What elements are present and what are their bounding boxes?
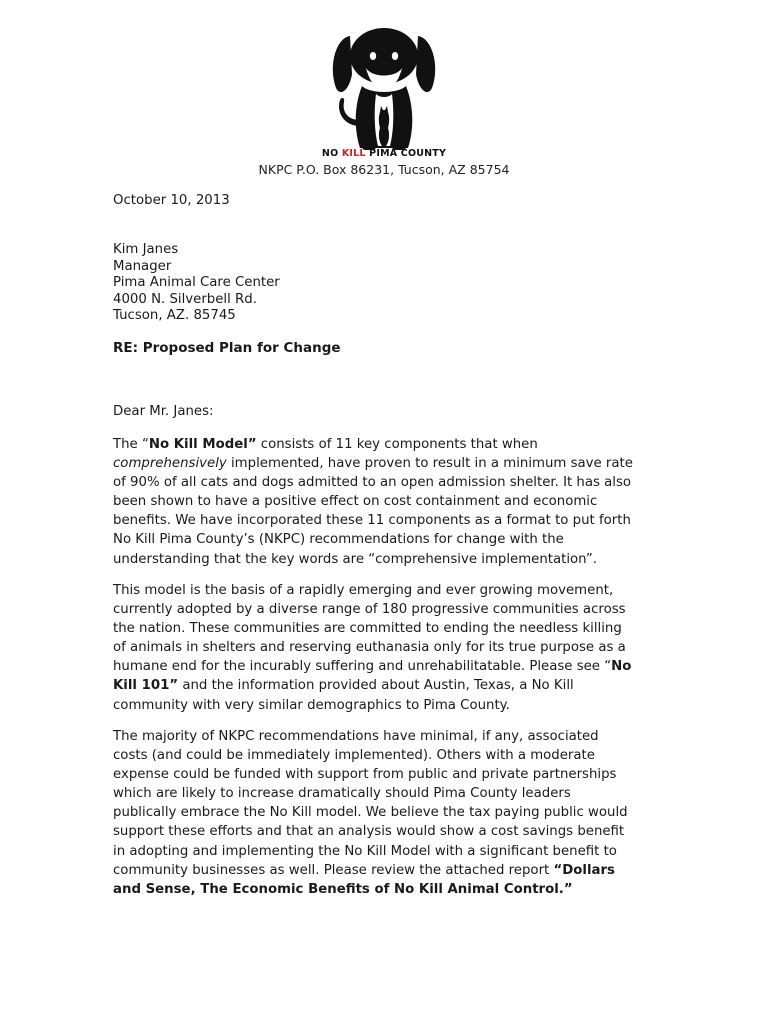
paragraph-3 (113, 727, 658, 899)
paragraph-line: the nation. These communities are committed to ending the needless killing (113, 621, 622, 637)
recipient-organization: Pima Animal Care Center (113, 275, 280, 291)
paragraph-line (113, 880, 658, 899)
paragraph-line (113, 454, 658, 473)
report-title: and Sense, The Economic Benefits of No Kill Animal Control.” (113, 881, 573, 897)
subject-line: RE: Proposed Plan for Change (113, 340, 341, 356)
recipient-street: 4000 N. Silverbell Rd. (113, 291, 257, 307)
logo-title (0, 148, 768, 159)
text-run: consists of 11 key components that when (256, 437, 538, 452)
dog-and-cat-silhouette-icon (314, 26, 454, 162)
emphasis-text: Kill 101” (113, 678, 179, 694)
paragraph-line: benefits. We have incorporated these 11 components as a format to put forth (113, 513, 631, 529)
paragraph-line (113, 435, 658, 454)
paragraph-line: of animals in shelters and reserving euthanasia only for its true purpose as a (113, 640, 626, 656)
paragraph-line: of 90% of all cats and dogs admitted to an open admission shelter. It has also (113, 475, 632, 491)
recipient-name: Kim Janes (113, 242, 179, 257)
paragraph-line: support these efforts and that an analysis would show a cost savings benefit (113, 824, 625, 840)
paragraph-1 (113, 435, 658, 569)
paragraph-line: expense could be funded with support from public and private partnerships (113, 767, 617, 783)
paragraph-line: The majority of NKPC recommendations have minimal, if any, associated (113, 729, 599, 744)
paragraph-line: understanding that the key words are “comprehensive implementation”. (113, 551, 597, 567)
emphasis-text: No (611, 659, 632, 675)
paragraph-line: been shown to have a positive effect on cost containment and economic (113, 494, 598, 510)
paragraph-line: in adopting and implementing the No Kill Model with a significant benefit to (113, 843, 617, 859)
paragraph-line: This model is the basis of a rapidly emerging and ever growing movement, (113, 583, 614, 598)
nkpc-logo (314, 26, 454, 162)
text-run: community businesses as well. Please review the attached report (113, 862, 554, 878)
recipient-block (113, 242, 280, 325)
text-run: and the information provided about Austin, Texas, a No Kill (178, 678, 574, 694)
logo-title-before: NO (321, 148, 342, 159)
italic-text: comprehensively (113, 456, 227, 472)
logo-title-after: PIMA COUNTY (365, 148, 447, 159)
emphasis-text: No Kill Model” (148, 437, 257, 452)
paragraph-line: community with very similar demographics to Pima County. (113, 697, 510, 713)
paragraph-line (113, 861, 658, 880)
paragraph-line: which are likely to increase dramatically should Pima County leaders (113, 786, 571, 802)
recipient-title: Manager (113, 258, 172, 274)
paragraph-line: costs (and could be immediately implemented). Others with a moderate (113, 748, 595, 764)
paragraph-line (113, 657, 658, 676)
text-run: implemented, have proven to result in a minimum save rate (226, 456, 633, 472)
salutation: Dear Mr. Janes: (113, 404, 214, 419)
recipient-city: Tucson, AZ. 85745 (113, 308, 236, 324)
paragraph-line: publically embrace the No Kill model. We believe the tax paying public would (113, 805, 628, 821)
text-run: humane end for the incurably suffering and unrehabilitatable. Please see “ (113, 659, 612, 675)
letter-date: October 10, 2013 (113, 193, 230, 208)
paragraph-2 (113, 581, 658, 715)
paragraph-line: No Kill Pima County’s (NKPC) recommendations for change with the (113, 532, 564, 548)
letterhead-address: NKPC P.O. Box 86231, Tucson, AZ 85754 (258, 162, 510, 177)
paragraph-line: currently adopted by a diverse range of 180 progressive communities across (113, 602, 626, 618)
text-run: The “ (113, 437, 149, 452)
paragraph-line (113, 676, 658, 695)
emphasis-text: “Dollars (553, 862, 615, 878)
logo-title-kill: KILL (341, 148, 366, 159)
